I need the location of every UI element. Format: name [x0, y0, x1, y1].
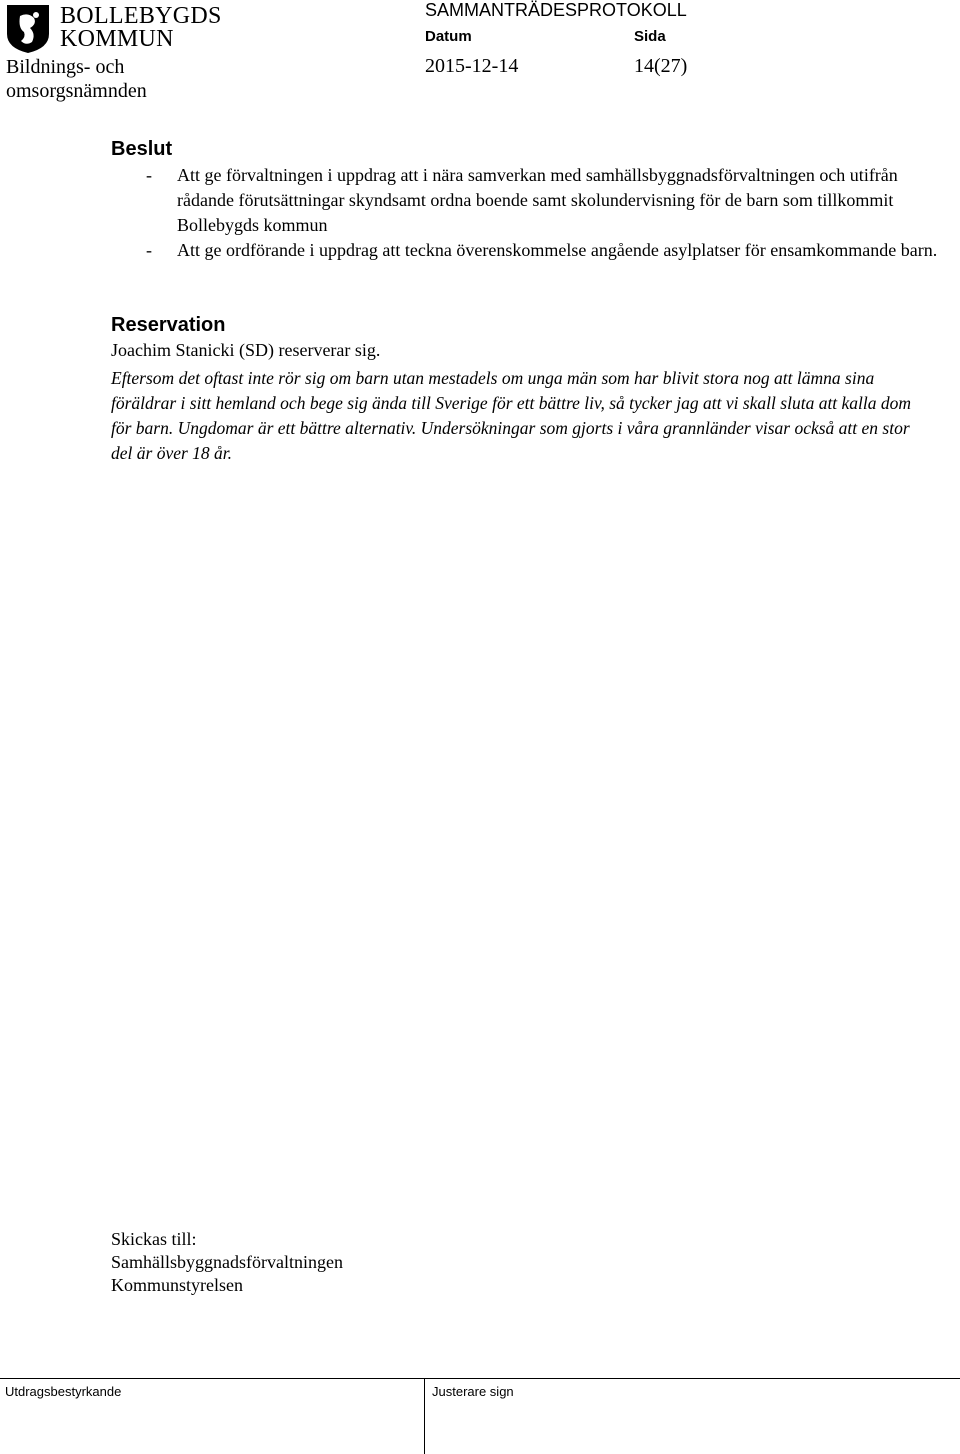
distribution-recipient: Kommunstyrelsen: [111, 1275, 243, 1295]
committee-line-2: omsorgsnämnden: [6, 80, 147, 102]
logo-line-2: KOMMUN: [60, 26, 174, 52]
footer-divider: [0, 1378, 960, 1379]
decision-text: Att ge förvaltningen i uppdrag att i nära samverkan med samhällsbyggnadsförvaltningen och utifrån rådande förutsättningar skyndsamt ordna boende samt skolundervisning för de barn som tillkommit Bollebygds kommun: [177, 165, 898, 235]
logo-line-1: BOLLEBYGDS: [60, 3, 222, 29]
decision-dash: -: [146, 165, 152, 185]
page-value: 14(27): [634, 55, 688, 77]
footer-column-divider: [424, 1378, 425, 1454]
footer-certification-label: Utdragsbestyrkande: [5, 1384, 122, 1399]
page-label: Sida: [634, 28, 666, 45]
decision-dash: -: [146, 240, 152, 260]
committee-line-1: Bildnings- och: [6, 56, 125, 78]
coat-of-arms-icon: [6, 4, 50, 54]
committee-name: [6, 55, 206, 103]
municipality-logo: [6, 3, 222, 54]
distribution-recipient: Samhällsbyggnadsförvaltningen: [111, 1252, 343, 1272]
decision-item: [111, 238, 941, 288]
reservation-heading: Reservation: [111, 314, 226, 336]
reservation-motivation: Eftersom det oftast inte rör sig om barn utan mestadels om unga män som har blivit stora nog att lämna sina föräldrar i sitt hemland och bege sig ända till Sverige för ett bättre liv, så tycker jag att vi skall sluta att kalla dom för barn. Ungdomar är ett bättre alternativ. Undersökningar som gjorts i våra grannländer visar också att en stor del är över 18 år.: [111, 368, 912, 463]
logo-wordmark: [60, 5, 222, 51]
decision-text: Att ge ordförande i uppdrag att teckna överenskommelse angående asylplatser för ensamkommande barn.: [177, 240, 938, 260]
beslut-heading: Beslut: [111, 138, 173, 160]
date-label: Datum: [425, 28, 472, 45]
footer-signature-label: Justerare sign: [432, 1384, 514, 1399]
distribution-label: Skickas till:: [111, 1229, 197, 1249]
document-type: SAMMANTRÄDESPROTOKOLL: [425, 0, 687, 20]
date-value: 2015-12-14: [425, 55, 519, 77]
reservation-text: Joachim Stanicki (SD) reserverar sig.: [111, 340, 381, 360]
decision-item: [111, 163, 941, 238]
distribution-list: [111, 1228, 343, 1297]
